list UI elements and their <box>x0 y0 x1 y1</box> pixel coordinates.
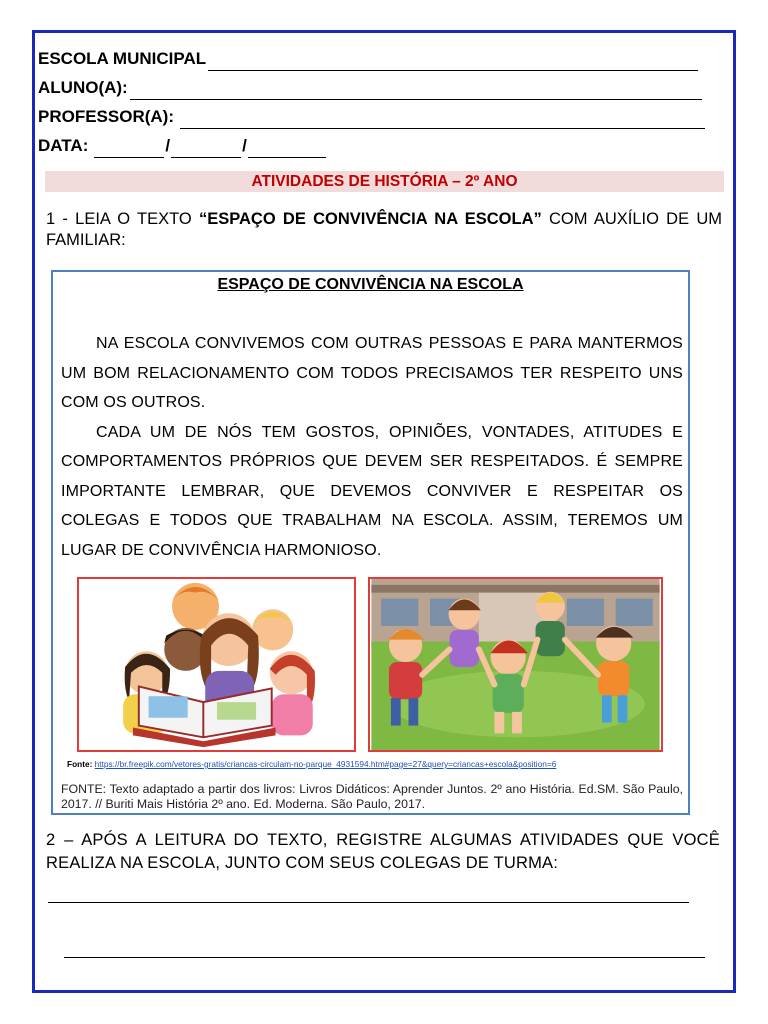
image-source <box>67 759 681 769</box>
student-header <box>38 42 728 158</box>
date-separator: / <box>165 136 171 155</box>
school-label: ESCOLA MUNICIPAL <box>38 49 207 68</box>
student-label: ALUNO(A): <box>38 78 128 97</box>
date-day-blank[interactable] <box>94 141 164 158</box>
school-blank[interactable] <box>208 54 698 71</box>
reading-body <box>61 329 683 565</box>
reading-paragraph-2: CADA UM DE NÓS TEM GOSTOS, OPINIÕES, VONTADES, ATITUDES E COMPORTAMENTOS PRÓPRIOS QUE DEVEM SER RESPEITADOS. É SEMPRE IMPORTANTE LEMBRAR, QUE DEVEMOS CONVIVER E RESPEITAR OS COLEGAS E TODOS QUE TRABALHAM NA ESCOLA. ASSIM, TEREMOS UM LUGAR DE CONVIVÊNCIA HARMONIOSO. <box>61 423 683 559</box>
question-1-prefix: 1 - LEIA O TEXTO <box>46 210 199 228</box>
date-line <box>38 129 728 158</box>
question-2: 2 – APÓS A LEITURA DO TEXTO, REGISTRE ALGUMAS ATIVIDADES QUE VOCÊ REALIZA NA ESCOLA, JUNTO COM SEUS COLEGAS DE TURMA: <box>46 831 720 872</box>
children-reading-picture <box>79 579 354 750</box>
answer-line-1[interactable] <box>48 902 689 903</box>
teacher-label: PROFESSOR(A): <box>38 107 174 126</box>
answer-line-2[interactable] <box>64 957 705 958</box>
children-playground-picture <box>370 579 661 750</box>
question-1 <box>46 209 722 251</box>
school-line <box>38 42 728 71</box>
children-reading-illustration <box>77 577 356 752</box>
reading-title: ESPAÇO DE CONVIVÊNCIA NA ESCOLA <box>217 276 524 293</box>
image-source-label: Fonte: <box>67 759 93 769</box>
activity-banner: ATIVIDADES DE HISTÓRIA – 2º ANO <box>45 171 724 192</box>
student-blank[interactable] <box>130 83 702 100</box>
student-line <box>38 71 728 100</box>
teacher-line <box>38 100 728 129</box>
date-label: DATA: <box>38 136 89 155</box>
text-source-note: FONTE: Texto adaptado a partir dos livros: Livros Didáticos: Aprender Juntos. 2º ano História. Ed.SM. São Paulo, 2017. // Buriti Mais História 2º ano. Ed. Moderna. São Paulo, 2017. <box>61 782 683 811</box>
date-year-blank[interactable] <box>248 141 326 158</box>
question-1-suffix: COM AUXÍLIO DE UM FAMILIAR: <box>46 210 722 249</box>
image-source-link[interactable]: https://br.freepik.com/vetores-gratis/criancas-circulam-no-parque_4931594.htm#page=27&query=criancas+escola&position=6 <box>94 759 557 769</box>
teacher-blank[interactable] <box>180 112 705 129</box>
question-1-quoted-title: “ESPAÇO DE CONVIVÊNCIA NA ESCOLA” <box>198 210 542 228</box>
reading-paragraph-1: NA ESCOLA CONVIVEMOS COM OUTRAS PESSOAS E PARA MANTERMOS UM BOM RELACIONAMENTO COM TODOS PRECISAMOS TER RESPEITO UNS COM OS OUTROS. <box>61 335 683 411</box>
date-separator: / <box>242 136 247 155</box>
children-playground-illustration <box>368 577 663 752</box>
date-month-blank[interactable] <box>171 141 241 158</box>
reading-textbox <box>51 270 690 815</box>
